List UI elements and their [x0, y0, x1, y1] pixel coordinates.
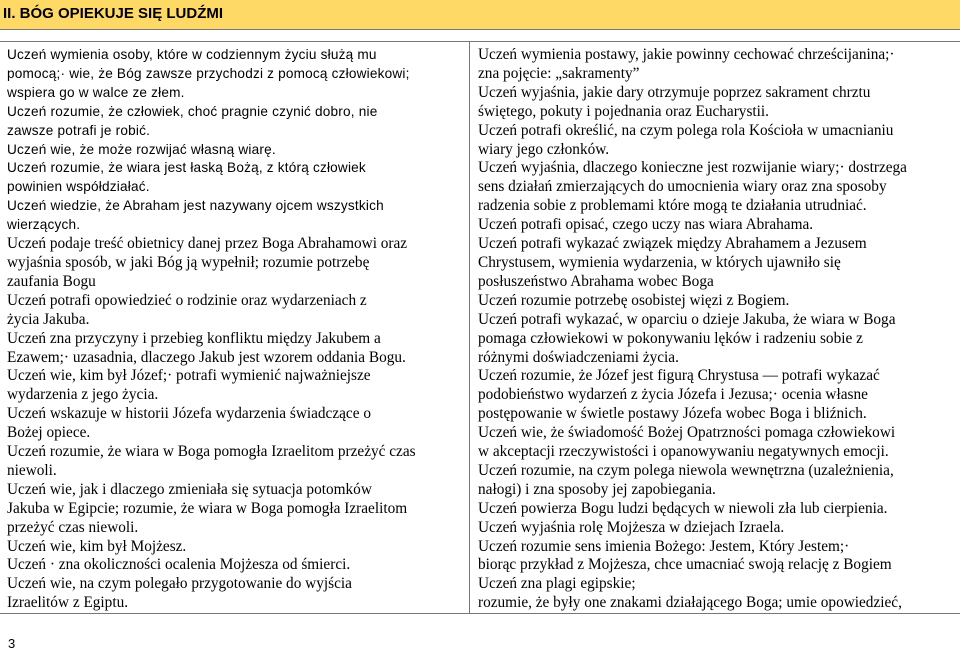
left-text-line: Uczeń wie, na czym polegało przygotowanie do wyjścia — [7, 575, 352, 593]
right-text-line: Uczeń zna plagi egipskie; — [478, 575, 636, 593]
right-text-line: Uczeń wyjaśnia, dlaczego konieczne jest rozwijanie wiary;· dostrzega — [478, 159, 907, 177]
left-text-line: wyjaśnia sposób, w jaki Bóg ją wypełnił; rozumie potrzebę — [7, 253, 370, 271]
right-text-line: biorąc przykład z Mojżesza, chce umacniać swoją relację z Bogiem — [478, 556, 892, 574]
left-column — [0, 42, 470, 613]
right-text-line: pomaga człowiekowi w pokonywaniu lęków i radzeniu sobie z — [478, 329, 863, 347]
right-text-line: rozumie, że były one znakami działającego Boga; umie opowiedzieć, — [478, 594, 902, 612]
right-text-line: w akceptacji rzeczywistości i opanowywaniu negatywnych emocji. — [478, 443, 889, 461]
left-text-line: Uczeń rozumie, że wiara jest łaską Bożą, z którą człowiek — [7, 160, 366, 176]
content-table — [0, 42, 960, 614]
left-text-line: wierzących. — [7, 217, 81, 233]
left-text-line: Uczeń rozumie, że wiara w Boga pomogła Izraelitom przeżyć czas — [7, 443, 416, 461]
left-text-line: zawsze potrafi je robić. — [7, 122, 151, 138]
right-text-line: Uczeń potrafi wykazać, w oparciu o dzieje Jakuba, że wiara w Boga — [478, 310, 896, 328]
left-text-line: zaufania Bogu — [7, 272, 96, 290]
left-text-line: Uczeń wie, kim był Józef;· potrafi wymienić najważniejsze — [7, 367, 371, 385]
right-text-line: Uczeń powierza Bogu ludzi będących w niewoli zła lub cierpienia. — [478, 499, 888, 517]
left-text-line: Uczeń rozumie, że człowiek, choć pragnie czynić dobro, nie — [7, 103, 378, 119]
left-text-line: Uczeń zna przyczyny i przebieg konfliktu między Jakubem a — [7, 329, 381, 347]
left-text-line: Uczeń · zna okoliczności ocalenia Mojżesza od śmierci. — [7, 556, 351, 574]
right-text-line: zna pojęcie: „sakramenty” — [478, 64, 640, 82]
right-text-line: nałogi) i zna sposoby jej zapobiegania. — [478, 480, 716, 498]
right-text-line: Uczeń rozumie potrzebę osobistej więzi z Bogiem. — [478, 291, 790, 309]
section-title: II. BÓG OPIEKUJE SIĘ LUDŹMI — [3, 5, 224, 22]
left-text-line: Uczeń podaje treść obietnicy danej przez Boga Abrahamowi oraz — [7, 235, 408, 253]
right-text-line: wiary jego członków. — [478, 140, 610, 158]
right-text-line: Uczeń wie, że świadomość Bożej Opatrzności pomaga człowiekowi — [478, 424, 896, 442]
page-number: 3 — [8, 636, 16, 651]
left-text-line: Ezawem;· uzasadnia, dlaczego Jakub jest wzorem oddania Bogu. — [7, 348, 406, 366]
left-text-line: pomocą;· wie, że Bóg zawsze przychodzi z pomocą człowiekowi; — [7, 65, 410, 81]
right-text-line: Uczeń potrafi określić, na czym polega rola Kościoła w umacnianiu — [478, 121, 894, 139]
right-text-line: Uczeń rozumie, że Józef jest figurą Chrystusa — potrafi wykazać — [478, 367, 880, 385]
left-text-line: Izraelitów z Egiptu. — [7, 594, 129, 612]
left-text-line: Uczeń wiedzie, że Abraham jest nazywany ojcem wszystkich — [7, 198, 384, 214]
left-text-line: Bożej opiece. — [7, 424, 91, 442]
left-text-line: przeżyć czas niewoli. — [7, 518, 139, 536]
right-text-line: Chrystusem, wymienia wydarzenia, w których ujawniło się — [478, 253, 841, 271]
left-text-line: życia Jakuba. — [7, 310, 90, 328]
left-text-line: Uczeń potrafi opowiedzieć o rodzinie oraz wydarzeniach z — [7, 291, 367, 309]
left-text-line: niewoli. — [7, 461, 57, 479]
right-text-line: Uczeń wymienia postawy, jakie powinny cechować chrześcijanina;· — [478, 46, 895, 63]
right-text-line: różnymi doświadczeniami życia. — [478, 348, 679, 366]
right-text-line: Uczeń rozumie, na czym polega niewola wewnętrzna (uzależnienia, — [478, 461, 894, 479]
left-text-line: wydarzenia z jego życia. — [7, 386, 159, 404]
right-text-line: świętego, pokuty i pojednania oraz Eucharystii. — [478, 102, 769, 120]
right-text-line: Uczeń potrafi wykazać związek między Abrahamem a Jezusem — [478, 235, 867, 253]
right-text-line: Uczeń wyjaśnia, jakie dary otrzymuje poprzez sakrament chrztu — [478, 83, 871, 101]
left-text-line: Uczeń wie, kim był Mojżesz. — [7, 537, 187, 555]
table-spacer-row — [0, 30, 960, 42]
left-text-line: powinien współdziałać. — [7, 179, 150, 195]
right-text-line: radzenia sobie z problemami które mogą te działania utrudniać. — [478, 197, 867, 215]
left-text-line: Uczeń wymienia osoby, które w codziennym życiu służą mu — [7, 47, 377, 62]
left-text-line: Uczeń wie, że może rozwijać własną wiarę. — [7, 141, 276, 157]
right-text-line: podobieństwo wydarzeń z życia Józefa i Jezusa;· ocenia własne — [478, 386, 868, 404]
right-text-line: sens działań zmierzających do umocnienia wiary oraz zna sposoby — [478, 178, 887, 196]
right-text-line: postępowanie w świetle postawy Józefa wobec Boga i bliźnich. — [478, 405, 867, 423]
right-text-line: Uczeń wyjaśnia rolę Mojżesza w dziejach Izraela. — [478, 518, 785, 536]
left-text-line: Uczeń wskazuje w historii Józefa wydarzenia świadczące o — [7, 405, 371, 423]
left-text-line: Uczeń wie, jak i dlaczego zmieniała się sytuacja potomków — [7, 480, 372, 498]
left-text-line: wspiera go w walce ze złem. — [7, 84, 185, 100]
section-header — [0, 0, 960, 30]
right-column — [470, 42, 960, 613]
right-text-line: Uczeń potrafi opisać, czego uczy nas wiara Abrahama. — [478, 216, 814, 234]
left-text-line: Jakuba w Egipcie; rozumie, że wiara w Boga pomogła Izraelitom — [7, 499, 408, 517]
right-text-line: Uczeń rozumie sens imienia Bożego: Jestem, Który Jestem;· — [478, 537, 850, 555]
right-text-line: posłuszeństwo Abrahama wobec Boga — [478, 272, 714, 290]
